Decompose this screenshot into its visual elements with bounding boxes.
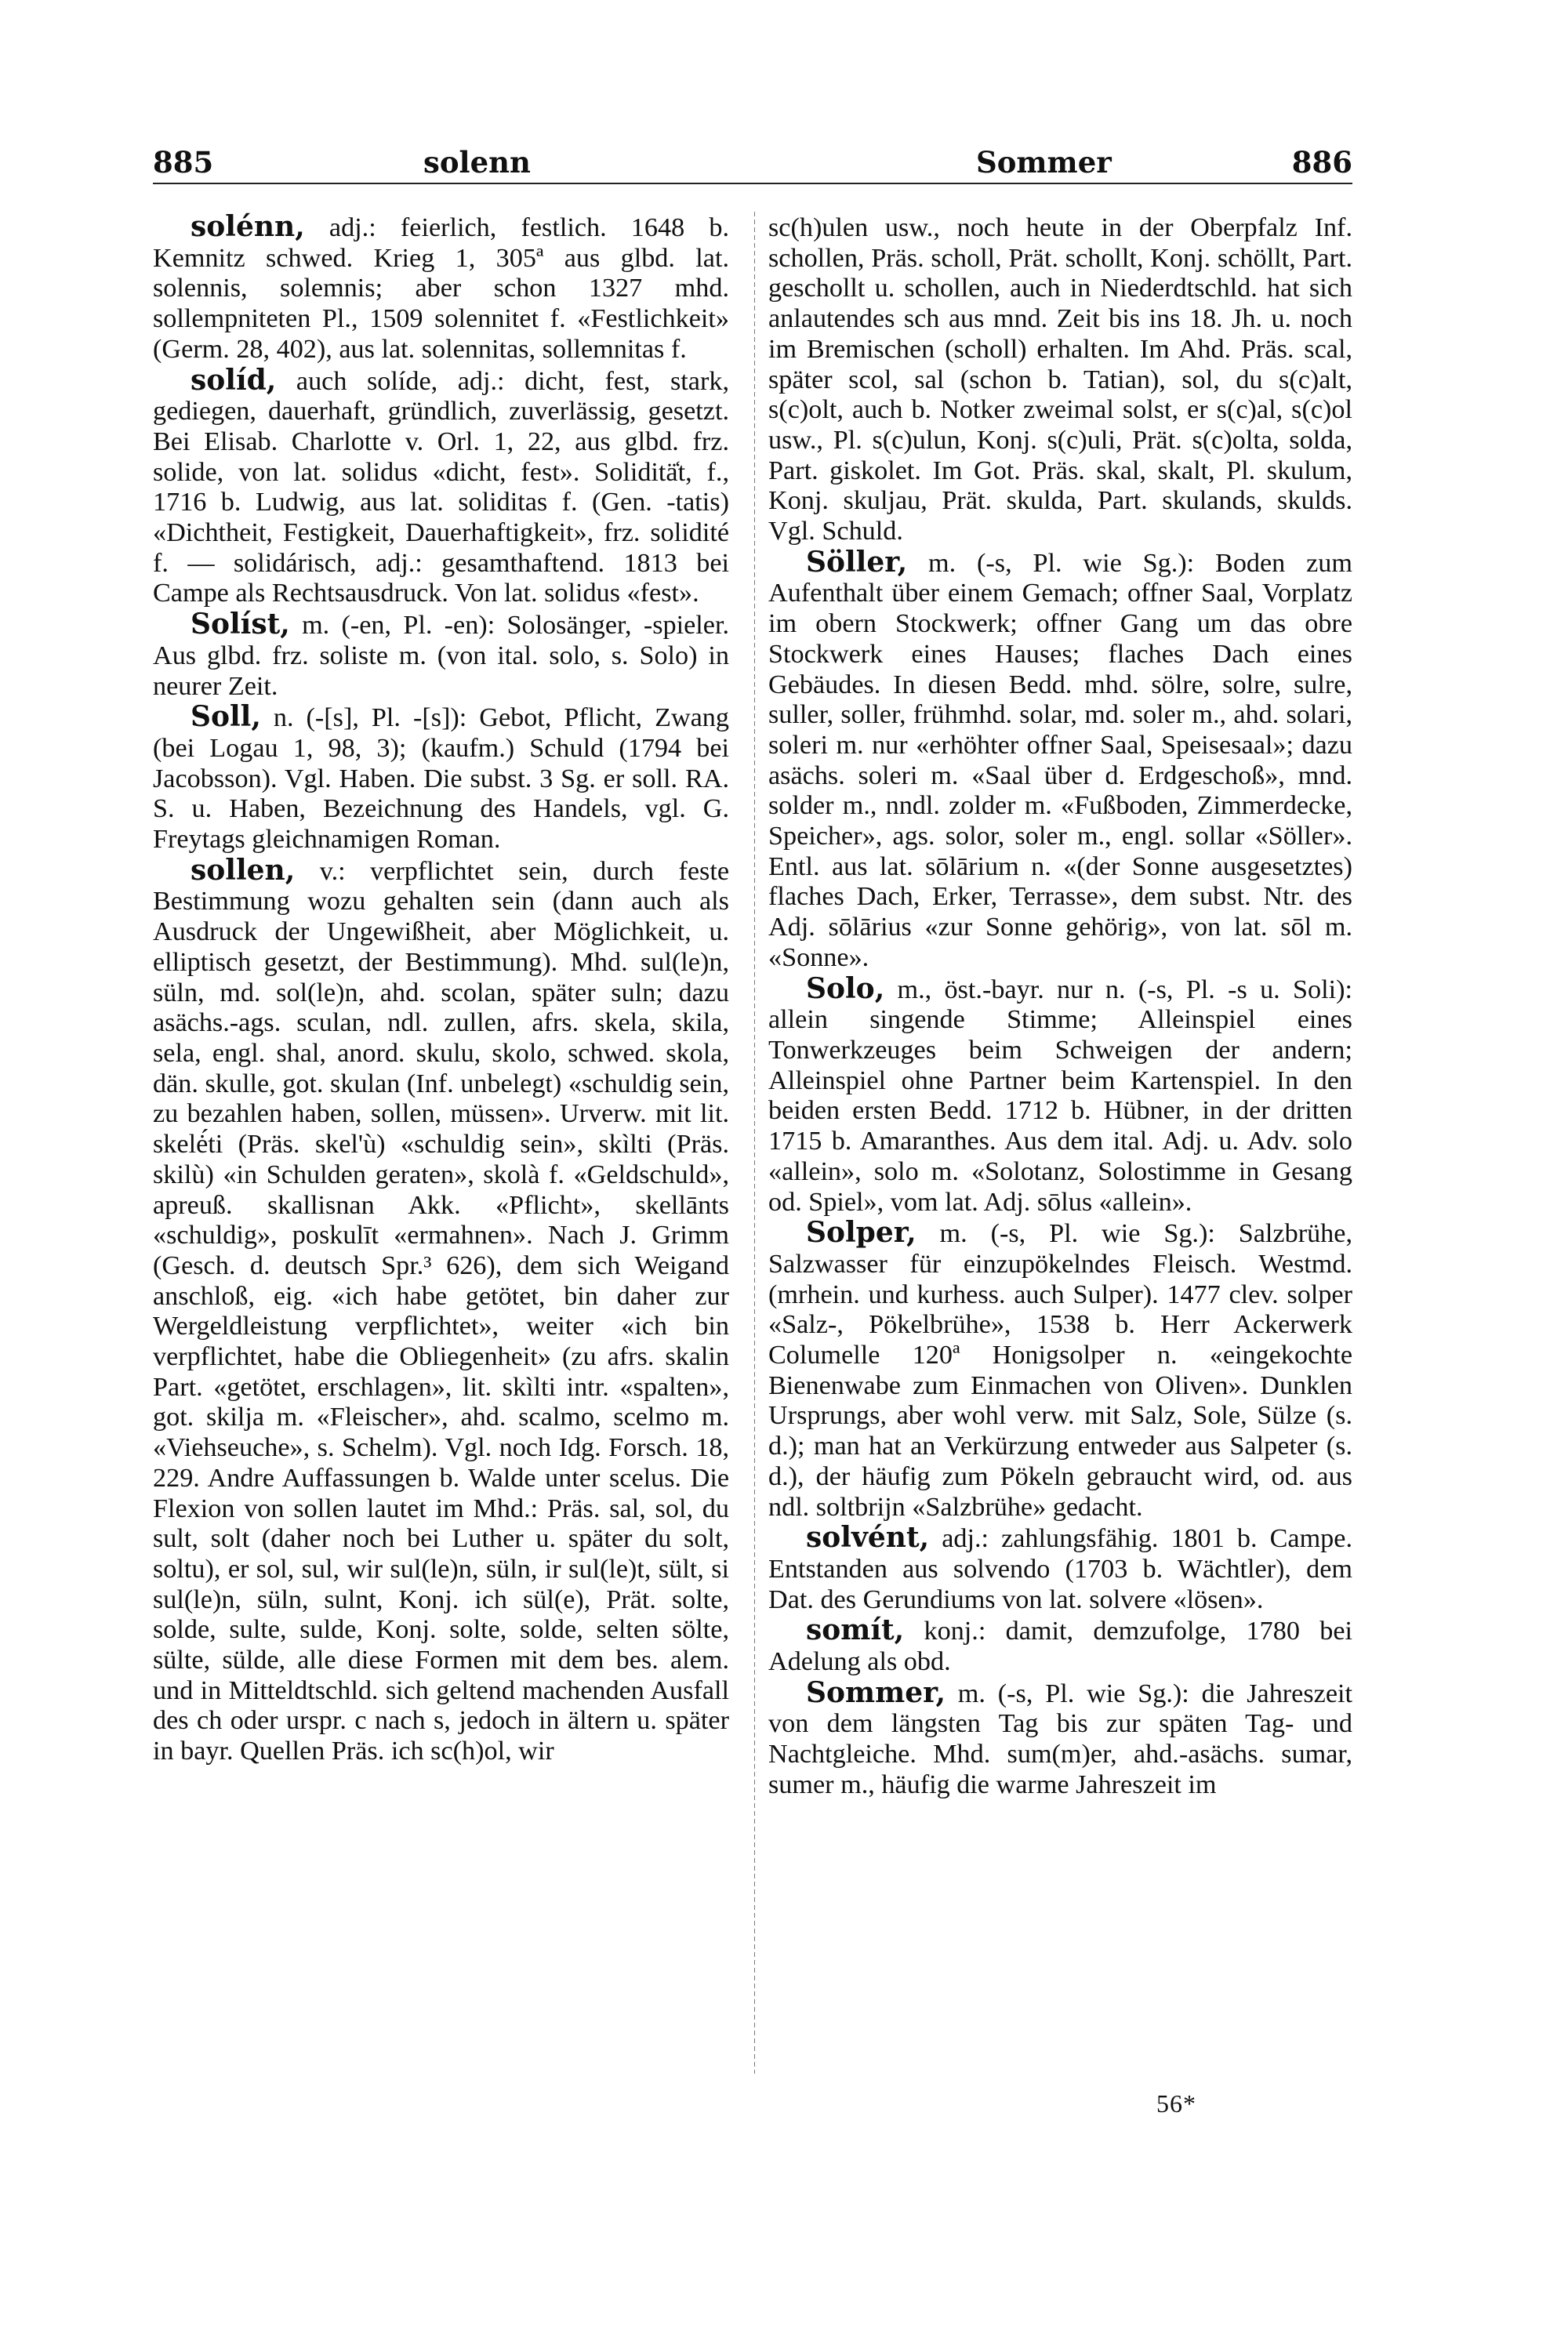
left-running-head: solenn (423, 145, 531, 180)
signature-mark: 56* (1156, 2089, 1196, 2118)
dictionary-entry (768, 547, 1352, 974)
entry-headword: somít, (806, 1613, 905, 1647)
dictionary-entry (768, 1218, 1352, 1523)
entry-headword: solíd, (191, 363, 277, 397)
entry-headword: Soll, (191, 700, 261, 734)
dictionary-entry (768, 1523, 1352, 1615)
page-header (153, 137, 1352, 184)
entry-text: adj.: feierlich, festlich. 1648 b. Kemnitz schwed. Krieg 1, 305ª aus glbd. lat. solennis, solemnis; aber schon 1327 mhd. sollempniteten Pl., 1509 solennitet f. «Festlichkeit» (Germ. 28, 402), aus lat. solennitas, sollemnitas f. (153, 213, 729, 364)
entry-headword: Solper, (806, 1216, 916, 1250)
header-rule (153, 183, 1352, 184)
dictionary-entry (153, 855, 729, 1767)
entry-text: konj.: damit, demzufolge, 1780 bei Adelung als obd. (768, 1617, 1352, 1677)
right-page-number: 886 (1291, 145, 1352, 180)
entry-text: m. (-s, Pl. wie Sg.): Salzbrühe, Salzwasser für einzupökelndes Fleisch. Westmd. (mrhein. und kurhess. auch Sulper). 1477 clev. solper «Salz-, Pökelbrühe», 1538 b. Herr Ackerwerk Columelle 120ª Honigsolper n. «eingekochte Bienenwabe zum Einmachen von Oliven». Dunklen Ursprungs, aber wohl verw. mit Salz, Sole, Sülze (s. d.); man hat an Verkürzung entweder aus Salpeter (s. d.), der häufig zum Pökeln gebraucht wird, od. aus ndl. soltbrijn «Salzbrühe» gedacht. (768, 1219, 1352, 1522)
entry-text: auch solíde, adj.: dicht, fest, stark, gediegen, dauerhaft, gründlich, zuverlässig, gesetzt. Bei Elisab. Charlotte v. Orl. 1, 22, aus glbd. frz. solide, von lat. solidus «dicht, fest». Soliditä̒t, f., 1716 b. Ludwig, aus lat. soliditas f. (Gen. -tatis) «Dichtheit, Festigkeit, Dauerhaftigkeit», frz. solidité f. — solidárisch, adj.: gesamthaftend. 1813 bei Campe als Rechtsausdruck. Von lat. solidus «fest». (153, 366, 729, 608)
dictionary-entry-continuation (768, 212, 1352, 547)
entry-headword: solénn, (191, 210, 305, 243)
column-divider (754, 212, 755, 2074)
dictionary-entry (768, 971, 1352, 1218)
entry-text: m. (-s, Pl. wie Sg.): Boden zum Aufenthalt über einem Gemach; offner Saal, Vorplatz im obern Stockwerk; offner Gang um das obre Stockwerk eines Hauses; flaches Dach eines Gebäudes. In diesen Bedd. mhd. sölre, solre, sulre, suller, soller, frühmhd. solar, md. soler m., ahd. solari, soleri m. nur «erhöhter offner Saal, Speisesaal»; dazu asächs. soleri m. «Saal über d. Erdgeschoß», mnd. solder m., nndl. zolder m. «Fußboden, Zimmerdecke, Speicher», ags. solor, soler m., engl. sollar «Söller». Entl. aus lat. sōlārium n. «(der Sonne ausgesetztes) flaches Dach, Erker, Terrasse», dem subst. Ntr. des Adj. sōlārius «zur Sonne gehörig», von lat. sōl m. «Sonne». (768, 548, 1352, 972)
entry-headword: sollen, (191, 853, 296, 887)
left-column (153, 212, 729, 1767)
right-running-head: Sommer (976, 145, 1112, 180)
entry-text: n. (-[s], Pl. -[s]): Gebot, Pflicht, Zwang (bei Logau 1, 98, 3); (kaufm.) Schuld (1794 bei Jacobsson). Vgl. Haben. Die subst. 3 Sg. er soll. RA. S. u. Haben, Bezeichnung des Handels, vgl. G. Freytags gleichnamigen Roman. (153, 703, 729, 855)
entry-headword: Solo, (806, 971, 885, 1005)
dictionary-entry (153, 702, 729, 855)
right-column (768, 212, 1352, 1801)
dictionary-entry (153, 365, 729, 610)
dictionary-entry (768, 1675, 1352, 1801)
left-page-number: 885 (153, 145, 214, 180)
dictionary-entry (768, 1615, 1352, 1677)
entry-text: adj.: zahlungsfähig. 1801 b. Campe. Entstanden aus solvendo (1703 b. Wächtler), dem Dat. des Gerundiums von lat. solvere «lösen». (768, 1524, 1352, 1614)
entry-text: m. (-en, Pl. -en): Solosänger, -spieler. Aus glbd. frz. soliste m. (von ital. solo, s. Solo) in neurer Zeit. (153, 611, 729, 701)
entry-headword: solvént, (806, 1521, 930, 1555)
entry-headword: Solíst, (191, 608, 290, 641)
entry-text: v.: verpflichtet sein, durch feste Bestimmung wozu gehalten sein (dann auch als Ausdruck der Ungewißheit, aber Möglichkeit, u. elliptisch gesetzt, der Bestimmung). Mhd. sul(le)n, süln, md. sol(le)n, ahd. scolan, später suln; dazu asächs.-ags. sculan, ndl. zullen, afrs. skela, skila, sela, engl. shal, anord. skulu, skolo, schwed. skola, dän. skulle, got. skulan (Inf. unbelegt) «schuldig sein, zu bezahlen haben, sollen, müssen». Urverw. mit lit. skelė́ti (Präs. skel'ù) «schuldig sein», skìlti (Präs. skilù) «in Schulden geraten», skolà f. «Geldschuld», apreuß. skallisnan Akk. «Pflicht», skellānts «schuldig», poskulīt «ermahnen». Nach J. Grimm (Gesch. d. deutsch Spr.³ 626), dem sich Weigand anschloß, eig. «ich habe getötet, bin daher zur Wergeldleistung verpflichtet», weiter «ich bin verpflichtet, habe die Obliegenheit» (zu afrs. skalin Part. «getötet, erschlagen», lit. skìlti intr. «spalten», got. skilja m. «Fleischer», ahd. scalmo, scelmo m. «Viehseuche», s. Schelm). Vgl. noch Idg. Forsch. 18, 229. Andre Auffassungen b. Walde unter scelus. Die Flexion von sollen lautet im Mhd.: Präs. sal, sol, du sult, solt (daher noch bei Luther u. später du solt, soltu), er sol, sul, wir sul(le)n, süln, ir sul(le)t, sült, si sul(le)n, süln, sulnt, Konj. ich sül(e), Prät. solte, solde, sulte, sulde, Konj. solte, solde, selten sölte, sülte, sülde, alle diese Formen mit dem bes. alem. und in Mitteldtschld. sich geltend machenden Ausfall des ch oder urspr. c nach s, jedoch in ältern u. später in bayr. Quellen Präs. ich sc(h)ol, wir (153, 856, 729, 1766)
entry-text: m. (-s, Pl. wie Sg.): die Jahreszeit von dem längsten Tag bis zur späten Tag- und Nachtgleiche. Mhd. sum(m)er, ahd.-asächs. sumar, sumer m., häufig die warme Jahreszeit im (768, 1679, 1352, 1799)
entry-headword: Söller, (806, 545, 908, 579)
dictionary-entry (153, 609, 729, 702)
entry-headword: Sommer, (806, 1675, 946, 1709)
entry-text: m., öst.-bayr. nur n. (-s, Pl. -s u. Soli): allein singende Stimme; Alleinspiel eines Tonwerkzeuges beim Schweigen der andern; Alleinspiel ohne Partner beim Kartenspiel. In den beiden ersten Bedd. 1712 b. Hübner, in der dritten 1715 b. Amaranthes. Aus dem ital. Adj. u. Adv. solo «allein», solo m. «Solotanz, Solostimme in Gesang od. Spiel», vom lat. Adj. sōlus «allein». (768, 975, 1352, 1217)
entry-text: sc(h)ulen usw., noch heute in der Oberpfalz Inf. schollen, Präs. scholl, Prät. schollt, Konj. schöllt, Part. geschollt u. schollen, auch in Niederdtschld. hat sich anlautendes sch aus mnd. Zeit bis ins 18. Jh. u. noch im Bremischen (scholl) erhalten. Im Ahd. Präs. scal, später scol, sal (schon b. Tatian), sol, du s(c)alt, s(c)olt, auch b. Notker zweimal solst, er s(c)al, s(c)ol usw., Pl. s(c)ulun, Konj. s(c)uli, Prät. s(c)olta, solda, Part. giskolet. Im Got. Präs. skal, skalt, Pl. skulum, Konj. skuljau, Prät. skulda, Part. skulands, skulds. Vgl. Schuld. (768, 213, 1352, 546)
dictionary-entry (153, 212, 729, 365)
